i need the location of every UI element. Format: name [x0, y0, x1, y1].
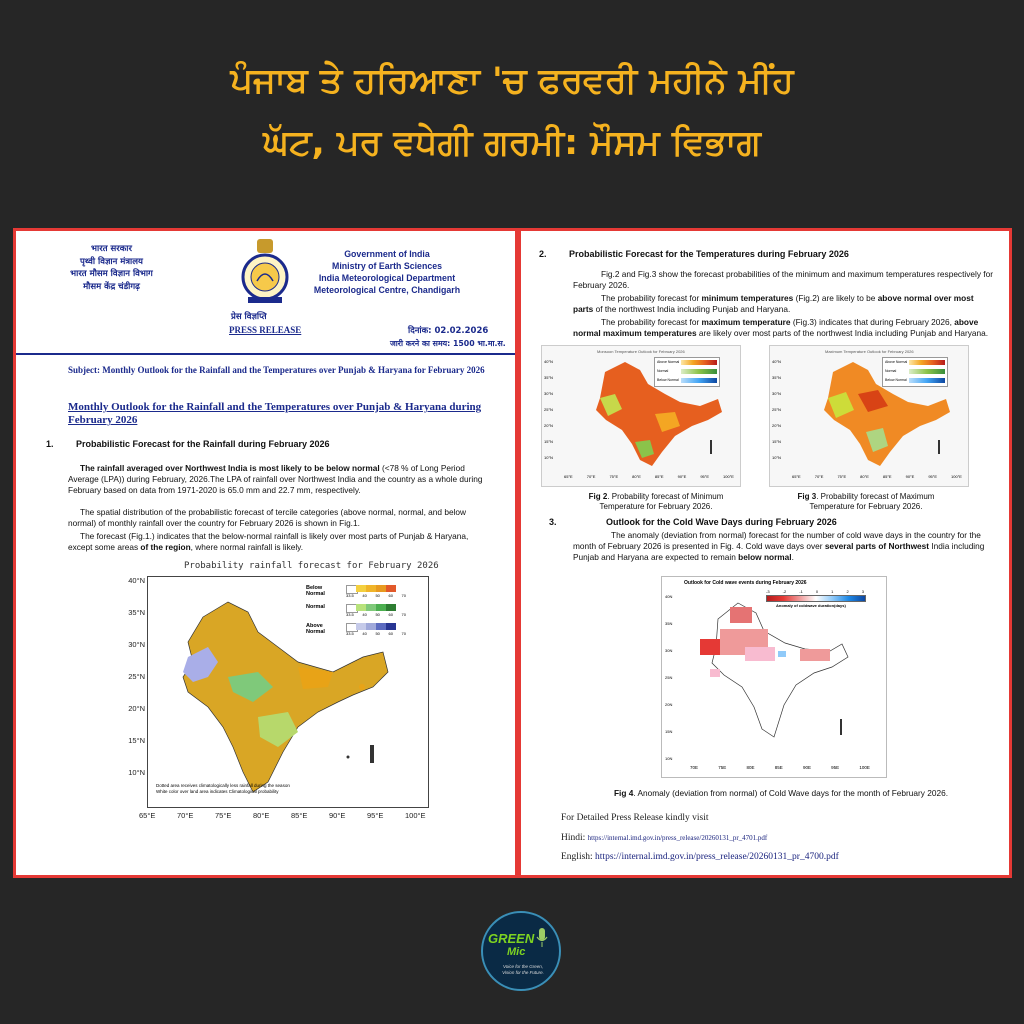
section-2-paragraph-3 — [573, 317, 993, 339]
paragraph-bold: above normal maximum temperatures — [573, 317, 979, 338]
y-tick: 30°N — [128, 640, 145, 649]
y-tick: 35°N — [128, 608, 145, 617]
paragraph-text: The anomaly (deviation from normal) forecast for the number of cold wave days in the country for the month of February 2026 is presented in Fig. 4. Cold wave days over — [573, 530, 981, 551]
letterhead-english — [312, 248, 462, 296]
fig4-title: Outlook for Cold wave events during February 2026 — [684, 580, 807, 586]
letterhead-english-line: Meteorological Centre, Chandigarh — [313, 285, 461, 295]
x-tick: 70°E — [177, 811, 194, 820]
x-tick: 85°E — [882, 474, 892, 479]
subject-line: Subject: Monthly Outlook for the Rainfall and the Temperatures over Punjab & Haryana for February 2026 — [68, 365, 485, 375]
legend-swatch — [356, 585, 366, 592]
fig3-map — [769, 345, 969, 487]
imd-emblem-icon — [238, 237, 292, 305]
caption-text: . Anomaly (deviation from normal) of Cold Wave days for the month of February 2026. — [633, 788, 949, 798]
x-tick: 65°E — [564, 474, 573, 479]
section-2-heading: Probabilistic Forecast for the Temperatures during February 2026 — [569, 249, 849, 259]
fig4-scale-label: Anomaly of coldwave duration(days) — [776, 603, 846, 608]
x-tick: 85°E — [291, 811, 308, 820]
caption-text: . Probability forecast of Maximum Temperature for February 2026. — [809, 492, 935, 511]
logo-tagline-2: Vision for the Future. — [502, 970, 544, 975]
y-tick: 35°N — [544, 375, 553, 380]
legend-swatch — [681, 378, 717, 383]
x-tick: 95°E — [928, 474, 938, 479]
legend-swatch — [376, 585, 386, 592]
legend-normal: Normal — [885, 369, 897, 373]
y-tick: 10°N — [772, 455, 781, 460]
links-intro: For Detailed Press Release kindly visit — [561, 813, 709, 823]
legend-above-normal: Above Normal — [657, 360, 680, 364]
y-tick: 20°N — [544, 423, 553, 428]
paragraph-bold: maximum temperature — [701, 317, 791, 327]
fig3-y-axis — [772, 354, 781, 466]
legend-tick: 50 — [375, 612, 380, 617]
paragraph-text: . — [791, 552, 794, 562]
legend-swatch — [356, 623, 366, 630]
paragraph-text: (Fig.2) are likely to be — [793, 293, 878, 303]
legend-tick: 50 — [375, 631, 380, 636]
section-1-heading: Probabilistic Forecast for the Rainfall during February 2026 — [76, 439, 330, 449]
legend-below-normal: Below Normal — [885, 378, 907, 382]
fig2-legend — [654, 357, 720, 387]
section-2-paragraph-2 — [573, 293, 993, 315]
x-tick: 75°E — [215, 811, 232, 820]
section-1-paragraph-2: The spatial distribution of the probabilistic forecast of tercile categories (above normal, normal, and below normal) of monthly rainfall over the country for February 2026 is shown in Fig.1. — [68, 507, 467, 528]
legend-tick: 33.5 — [346, 631, 354, 636]
paragraph-bold: The rainfall averaged over Northwest India is most likely to be below normal — [80, 463, 380, 473]
fig1-note: Dotted area receives climatologically less rainfall during the season White color over land area indicates Climatological probability — [156, 783, 290, 794]
letterhead-divider — [16, 353, 518, 355]
y-tick: 20°N — [772, 423, 781, 428]
y-tick: 10N — [665, 756, 673, 761]
main-title: Monthly Outlook for the Rainfall and the Temperatures over Punjab & Haryana during February 2026 — [68, 401, 482, 426]
x-tick: 85E — [774, 765, 783, 770]
scale-tick: -3 — [766, 589, 770, 594]
legend-tick: 40 — [362, 631, 367, 636]
scale-tick: 2 — [846, 589, 849, 594]
fig1-title: Probability rainfall forecast for February 2026 — [184, 561, 439, 571]
x-tick: 70E — [690, 765, 699, 770]
legend-swatch — [681, 369, 717, 374]
fig4-y-axis — [665, 583, 672, 772]
x-tick: 80°E — [253, 811, 270, 820]
fig2-y-axis — [544, 354, 553, 466]
fig4-scale-ticks — [766, 589, 864, 594]
legend-above-normal: Above Normal — [306, 623, 325, 635]
letterhead-hindi — [54, 243, 169, 293]
press-release-page-right — [518, 228, 1012, 878]
letterhead-english-line: Government of India — [344, 249, 430, 259]
hindi-link-label: Hindi: — [561, 833, 586, 843]
legend-swatch — [386, 604, 396, 611]
section-3-number: 3. — [549, 517, 557, 527]
y-tick: 35°N — [772, 375, 781, 380]
letterhead-hindi-line: पृथ्वी विज्ञान मंत्रालय — [80, 256, 143, 267]
y-tick: 40°N — [772, 359, 781, 364]
logo-tagline-1: Voice for the Green, — [502, 964, 544, 969]
x-tick: 90°E — [905, 474, 915, 479]
legend-swatch — [376, 623, 386, 630]
fig4-caption — [571, 788, 991, 798]
legend-tick: 70 — [401, 612, 406, 617]
fig4-map — [661, 576, 887, 778]
legend-swatch — [386, 623, 396, 630]
caption-bold: Fig 3 — [797, 492, 817, 501]
fig2-map-title: Monsoon Temperature Outlook for February 2026 — [597, 349, 685, 354]
x-tick: 80E — [746, 765, 755, 770]
x-tick: 80°E — [632, 474, 641, 479]
legend-swatch — [356, 604, 366, 611]
press-release-page-left — [13, 228, 518, 878]
letterhead-hindi-line: भारत सरकार — [91, 244, 132, 254]
letterhead-hindi-line: मौसम केंद्र चंडीगढ़ — [83, 281, 140, 292]
fig3-legend — [882, 357, 948, 387]
y-tick: 20°N — [128, 704, 145, 713]
caption-bold: Fig 4 — [613, 788, 634, 798]
y-tick: 15°N — [128, 736, 145, 745]
headline — [0, 50, 1024, 174]
paragraph-text: are likely over most parts of the northwest India including Punjab and Haryana. — [696, 328, 989, 338]
fig3-map-title: Maximum Temperature Outlook for February 2026 — [825, 349, 914, 354]
paragraph-bold: above normal over most parts — [573, 293, 974, 314]
y-tick: 25°N — [128, 672, 145, 681]
x-tick: 90E — [802, 765, 811, 770]
fig4-color-scale — [766, 595, 866, 602]
legend-tick: 33.5 — [346, 612, 354, 617]
legend-swatch — [681, 360, 717, 365]
y-tick: 25°N — [544, 407, 553, 412]
fig1-x-axis — [139, 811, 439, 823]
x-tick: 95°E — [367, 811, 384, 820]
x-tick: 65°E — [139, 811, 156, 820]
legend-tick: 70 — [401, 631, 406, 636]
logo-line-2: Mic — [507, 946, 526, 958]
y-tick: 10°N — [128, 768, 145, 777]
y-tick: 25°N — [772, 407, 781, 412]
section-3-paragraph-1 — [573, 530, 993, 563]
logo-tagline — [493, 964, 553, 976]
headline-line-2: ਘੱਟ, ਪਰ ਵਧੇਗੀ ਗਰਮੀ: ਮੌਸਮ ਵਿਭਾਗ — [263, 123, 761, 163]
paragraph-bold: below normal — [738, 552, 792, 562]
legend-below-normal: Below Normal — [657, 378, 679, 382]
legend-ticks — [346, 612, 406, 617]
x-tick: 75°E — [837, 474, 847, 479]
legend-swatch — [386, 585, 396, 592]
y-tick: 40°N — [544, 359, 553, 364]
y-tick: 20N — [665, 702, 673, 707]
english-link-label: English: — [561, 852, 593, 862]
english-pdf-link[interactable]: https://internal.imd.gov.in/press_release/20260131_pr_4700.pdf — [595, 852, 839, 862]
y-tick: 40N — [665, 594, 673, 599]
scale-tick: -1 — [799, 589, 803, 594]
x-tick: 70°E — [586, 474, 596, 479]
paragraph-text: , where normal rainfall is likely. — [190, 542, 304, 552]
paragraph-text: The probability forecast for — [601, 293, 702, 303]
x-tick: 100°E — [405, 811, 426, 820]
y-tick: 35N — [665, 621, 673, 626]
press-release-label: PRESS RELEASE — [229, 325, 302, 335]
x-tick: 75E — [718, 765, 727, 770]
green-mic-logo — [481, 911, 561, 991]
paragraph-bold: several parts of Northwest — [824, 541, 930, 551]
scale-tick: -2 — [782, 589, 787, 594]
section-1-paragraph-3 — [68, 531, 483, 553]
legend-tick: 50 — [375, 593, 380, 598]
fig1-y-axis — [121, 576, 145, 808]
legend-ticks — [346, 593, 406, 598]
legend-above-normal: Above Normal — [885, 360, 908, 364]
x-tick: 100E — [859, 765, 870, 770]
fig1-map — [147, 576, 429, 808]
legend-tick: 40 — [362, 593, 367, 598]
y-tick: 30°N — [772, 391, 781, 396]
microphone-icon — [536, 928, 548, 948]
caption-bold: Fig 2 — [588, 492, 608, 501]
y-tick: 30°N — [544, 391, 553, 396]
x-tick: 70°E — [814, 474, 824, 479]
hindi-link-row — [561, 833, 767, 843]
paragraph-text: The forecast (Fig.1.) indicates that the below-normal rainfall is likely over most parts of Punjab & Haryana, except some areas — [68, 531, 469, 552]
legend-ticks — [346, 631, 406, 636]
legend-tick: 70 — [401, 593, 406, 598]
y-tick: 40°N — [128, 576, 145, 585]
x-tick: 90°E — [329, 811, 346, 820]
fig3-x-axis — [792, 474, 962, 479]
y-tick: 15°N — [544, 439, 553, 444]
paragraph-text: of the northwest India including Punjab and Haryana. — [593, 304, 791, 314]
hindi-pdf-link[interactable]: https://internal.imd.gov.in/press_release/20260131_pr_4701.pdf — [587, 834, 768, 842]
fig4-x-axis — [690, 765, 870, 770]
x-tick: 95°E — [700, 474, 710, 479]
legend-normal: Normal — [657, 369, 669, 373]
paragraph-bold: minimum temperatures — [701, 293, 794, 303]
legend-below-normal: Below Normal — [306, 585, 325, 597]
section-2-number: 2. — [539, 249, 547, 259]
legend-tick: 60 — [388, 612, 393, 617]
y-tick: 15N — [665, 729, 673, 734]
x-tick: 95E — [831, 765, 840, 770]
section-2-paragraph-1: Fig.2 and Fig.3 show the forecast probabilities of the minimum and maximum temperatures respectively for February 2026. — [573, 269, 993, 290]
section-1-number: 1. — [46, 439, 54, 449]
x-tick: 100°E — [951, 474, 962, 479]
scale-tick: 0 — [815, 589, 819, 594]
legend-swatch — [909, 360, 945, 365]
x-tick: 65°E — [792, 474, 801, 479]
fig4-legend — [762, 589, 868, 615]
letterhead-english-line: Ministry of Earth Sciences — [332, 261, 442, 271]
fig2-map — [541, 345, 741, 487]
release-time: जारी करने का समय: 1500 भा.मा.स. — [390, 339, 506, 348]
legend-swatch — [909, 369, 945, 374]
press-release-hindi: प्रेस विज्ञप्ति — [231, 312, 267, 322]
fig2-caption — [576, 492, 736, 512]
x-tick: 100°E — [723, 474, 734, 479]
legend-tick: 33.5 — [346, 593, 354, 598]
paragraph-text: (<78 % of Long Period Average (LPA)) during February, 2026.The LPA of rainfall over Northwest India and the country as a whole during February based on data from 1971-2020 is 65.0 mm and 22.7 mm, respectively. — [68, 463, 483, 495]
paragraph-bold: of the region — [140, 542, 191, 552]
letterhead-hindi-line: भारत मौसम विज्ञान विभाग — [70, 269, 153, 279]
y-tick: 30N — [665, 648, 673, 653]
x-tick: 90°E — [677, 474, 687, 479]
fig2-x-axis — [564, 474, 734, 479]
legend-swatch — [366, 623, 376, 630]
section-1-paragraph-1 — [68, 463, 483, 496]
legend-swatch — [366, 585, 376, 592]
legend-tick: 60 — [388, 631, 393, 636]
x-tick: 80°E — [860, 474, 869, 479]
legend-tick: 40 — [362, 612, 367, 617]
scale-tick: 1 — [831, 589, 834, 594]
letterhead-english-line: India Meteorological Department — [318, 273, 456, 283]
release-date: दिनांक: 02.02.2026 — [408, 326, 489, 336]
x-tick: 85°E — [654, 474, 664, 479]
x-tick: 75°E — [609, 474, 619, 479]
y-tick: 15°N — [772, 439, 781, 444]
fig3-caption — [786, 492, 946, 512]
caption-text: . Probability forecast of Minimum Temperature for February 2026. — [599, 492, 724, 511]
y-tick: 10°N — [544, 455, 553, 460]
legend-swatch — [376, 604, 386, 611]
paragraph-text: India including Punjab and Haryana are expected to remain — [573, 541, 985, 562]
legend-swatch — [909, 378, 945, 383]
section-3-heading: Outlook for the Cold Wave Days during February 2026 — [606, 517, 837, 527]
legend-normal: Normal — [306, 604, 325, 610]
legend-swatch — [366, 604, 376, 611]
paragraph-text: The probability forecast for — [601, 317, 702, 327]
logo-line-1: GREEN — [488, 931, 535, 946]
headline-line-1: ਪੰਜਾਬ ਤੇ ਹਰਿਆਣਾ 'ਚ ਫਰਵਰੀ ਮਹੀਨੇ ਮੀਂਹ — [230, 61, 794, 101]
legend-tick: 60 — [388, 593, 393, 598]
paragraph-text: (Fig.3) indicates that during February 2026, — [790, 317, 955, 327]
english-link-row — [561, 852, 839, 862]
y-tick: 25N — [665, 675, 673, 680]
scale-tick: 3 — [861, 589, 864, 594]
